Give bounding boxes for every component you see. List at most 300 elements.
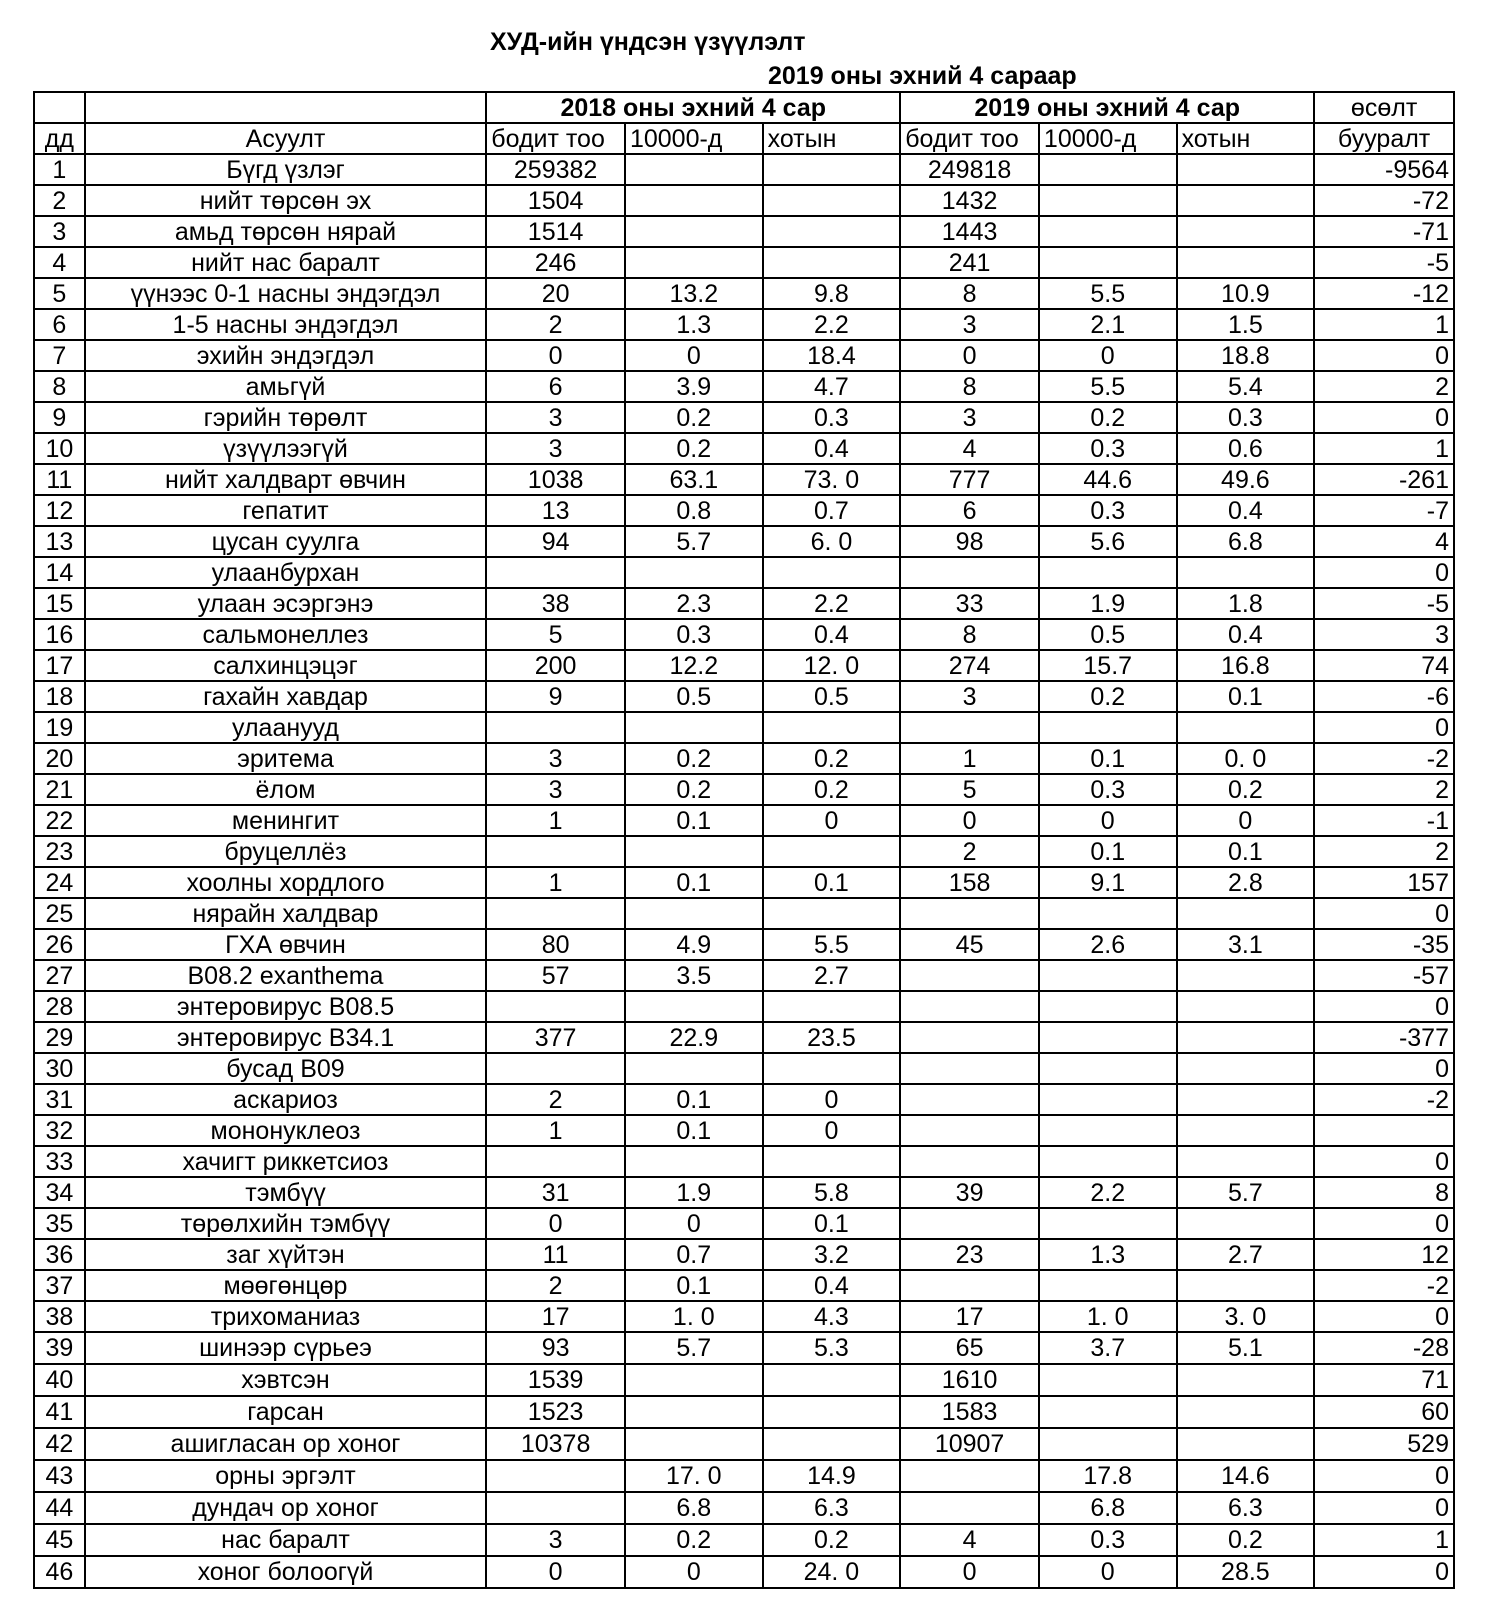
cell-change: 0	[1314, 1208, 1454, 1239]
cell-question: мононуклеоз	[85, 1115, 487, 1146]
cell-per10000-2019	[1039, 1364, 1177, 1396]
cell-city-2019: 14.6	[1177, 1460, 1315, 1492]
cell-per10000-2018: 3.5	[625, 960, 763, 991]
cell-city-2019	[1177, 154, 1315, 185]
cell-change: 0	[1314, 1053, 1454, 1084]
cell-change: -261	[1314, 464, 1454, 495]
cell-city-2018: 0	[763, 1084, 901, 1115]
cell-change: -35	[1314, 929, 1454, 960]
cell-per10000-2019: 1. 0	[1039, 1301, 1177, 1332]
cell-city-2019	[1177, 1208, 1315, 1239]
cell-row-number: 26	[34, 929, 85, 960]
cell-city-2019	[1177, 1115, 1315, 1146]
cell-actual-2018: 0	[486, 1208, 625, 1239]
table-row	[34, 743, 1454, 774]
cell-row-number: 21	[34, 774, 85, 805]
table-row	[34, 867, 1454, 898]
table-row	[34, 1524, 1454, 1556]
cell-row-number: 33	[34, 1146, 85, 1177]
cell-city-2019	[1177, 1053, 1315, 1084]
cell-per10000-2019: 5.5	[1039, 278, 1177, 309]
cell-actual-2019	[900, 1270, 1039, 1301]
cell-per10000-2018: 0.1	[625, 805, 763, 836]
cell-change: 4	[1314, 526, 1454, 557]
cell-question: хоолны хордлого	[85, 867, 487, 898]
cell-row-number: 11	[34, 464, 85, 495]
cell-question: эритема	[85, 743, 487, 774]
cell-change: 0	[1314, 1460, 1454, 1492]
cell-actual-2019: 1583	[900, 1396, 1039, 1428]
cell-change: 60	[1314, 1396, 1454, 1428]
cell-question: үүнээс 0-1 насны эндэгдэл	[85, 278, 487, 309]
cell-per10000-2019	[1039, 1115, 1177, 1146]
cell-actual-2019: 65	[900, 1332, 1039, 1364]
cell-question: нийт халдварт өвчин	[85, 464, 487, 495]
cell-actual-2019: 10907	[900, 1428, 1039, 1460]
cell-per10000-2019: 1.9	[1039, 588, 1177, 619]
cell-actual-2018: 17	[486, 1301, 625, 1332]
cell-change: -2	[1314, 1084, 1454, 1115]
cell-city-2019	[1177, 247, 1315, 278]
cell-question: бусад B09	[85, 1053, 487, 1084]
cell-actual-2018: 246	[486, 247, 625, 278]
cell-change: 157	[1314, 867, 1454, 898]
cell-actual-2018: 2	[486, 309, 625, 340]
cell-question: салхинцэцэг	[85, 650, 487, 681]
cell-city-2019	[1177, 712, 1315, 743]
cell-city-2019: 0	[1177, 805, 1315, 836]
cell-row-number: 1	[34, 154, 85, 185]
table-row	[34, 557, 1454, 588]
cell-city-2018	[763, 712, 901, 743]
cell-row-number: 8	[34, 371, 85, 402]
cell-city-2019: 0.2	[1177, 1524, 1315, 1556]
cell-actual-2018: 20	[486, 278, 625, 309]
cell-city-2019	[1177, 185, 1315, 216]
cell-row-number: 43	[34, 1460, 85, 1492]
cell-change: -12	[1314, 278, 1454, 309]
cell-question: гахайн хавдар	[85, 681, 487, 712]
cell-actual-2019: 0	[900, 1556, 1039, 1588]
cell-question: шинээр сүрьеэ	[85, 1332, 487, 1364]
cell-row-number: 14	[34, 557, 85, 588]
cell-per10000-2018: 1.3	[625, 309, 763, 340]
cell-city-2018: 2.2	[763, 309, 901, 340]
cell-per10000-2018: 0.1	[625, 1115, 763, 1146]
cell-actual-2018: 1504	[486, 185, 625, 216]
cell-row-number: 35	[34, 1208, 85, 1239]
cell-actual-2018: 1	[486, 867, 625, 898]
cell-change: 0	[1314, 402, 1454, 433]
header-dd-top	[34, 92, 85, 123]
cell-city-2019: 18.8	[1177, 340, 1315, 371]
cell-per10000-2018: 4.9	[625, 929, 763, 960]
cell-change: -72	[1314, 185, 1454, 216]
cell-city-2018: 4.3	[763, 1301, 901, 1332]
cell-per10000-2018: 0.3	[625, 619, 763, 650]
cell-actual-2018	[486, 836, 625, 867]
cell-question: амьгүй	[85, 371, 487, 402]
header-2018-actual: бодит тоо	[486, 123, 625, 154]
table-row	[34, 309, 1454, 340]
table-row	[34, 1301, 1454, 1332]
cell-change: 0	[1314, 340, 1454, 371]
cell-per10000-2018	[625, 1364, 763, 1396]
cell-actual-2018: 3	[486, 1524, 625, 1556]
cell-per10000-2019	[1039, 1084, 1177, 1115]
cell-actual-2018: 3	[486, 433, 625, 464]
cell-per10000-2019: 0	[1039, 340, 1177, 371]
cell-per10000-2018: 0.2	[625, 774, 763, 805]
cell-actual-2018: 3	[486, 402, 625, 433]
cell-change: 0	[1314, 1556, 1454, 1588]
cell-change: -5	[1314, 247, 1454, 278]
cell-row-number: 32	[34, 1115, 85, 1146]
cell-city-2019	[1177, 1364, 1315, 1396]
cell-per10000-2019	[1039, 991, 1177, 1022]
cell-actual-2018	[486, 1460, 625, 1492]
cell-actual-2019: 98	[900, 526, 1039, 557]
cell-city-2018	[763, 1364, 901, 1396]
cell-city-2018: 0.2	[763, 743, 901, 774]
cell-question: гарсан	[85, 1396, 487, 1428]
cell-city-2019	[1177, 898, 1315, 929]
cell-per10000-2018	[625, 991, 763, 1022]
cell-actual-2018	[486, 898, 625, 929]
cell-actual-2019	[900, 1208, 1039, 1239]
cell-city-2019	[1177, 1396, 1315, 1428]
cell-actual-2019: 4	[900, 433, 1039, 464]
cell-per10000-2018: 22.9	[625, 1022, 763, 1053]
cell-actual-2018: 11	[486, 1239, 625, 1270]
cell-actual-2019	[900, 1115, 1039, 1146]
cell-per10000-2019	[1039, 247, 1177, 278]
cell-actual-2019: 17	[900, 1301, 1039, 1332]
header-group-2018: 2018 оны эхний 4 сар	[486, 92, 900, 123]
cell-per10000-2019	[1039, 1396, 1177, 1428]
table-row	[34, 1022, 1454, 1053]
table-row	[34, 836, 1454, 867]
cell-city-2019: 0. 0	[1177, 743, 1315, 774]
cell-city-2018: 0.4	[763, 433, 901, 464]
table-row	[34, 216, 1454, 247]
cell-city-2018	[763, 247, 901, 278]
cell-actual-2018: 1514	[486, 216, 625, 247]
cell-actual-2018: 80	[486, 929, 625, 960]
indicators-table	[33, 91, 1455, 1589]
cell-per10000-2019: 15.7	[1039, 650, 1177, 681]
cell-question: бруцеллёз	[85, 836, 487, 867]
cell-city-2019: 0.1	[1177, 681, 1315, 712]
cell-per10000-2018	[625, 1053, 763, 1084]
table-row	[34, 154, 1454, 185]
cell-question: нийт нас баралт	[85, 247, 487, 278]
header-2018-per10000: 10000-д	[625, 123, 763, 154]
cell-actual-2018: 1	[486, 805, 625, 836]
cell-actual-2018: 200	[486, 650, 625, 681]
cell-per10000-2018: 2.3	[625, 588, 763, 619]
cell-per10000-2019	[1039, 557, 1177, 588]
cell-row-number: 2	[34, 185, 85, 216]
cell-question: хэвтсэн	[85, 1364, 487, 1396]
cell-row-number: 42	[34, 1428, 85, 1460]
cell-actual-2019: 1443	[900, 216, 1039, 247]
cell-per10000-2018	[625, 1428, 763, 1460]
cell-row-number: 28	[34, 991, 85, 1022]
cell-per10000-2018	[625, 216, 763, 247]
cell-row-number: 9	[34, 402, 85, 433]
table-row	[34, 464, 1454, 495]
cell-per10000-2018: 0.5	[625, 681, 763, 712]
cell-per10000-2019: 0	[1039, 1556, 1177, 1588]
cell-per10000-2018: 5.7	[625, 526, 763, 557]
cell-city-2018: 4.7	[763, 371, 901, 402]
cell-actual-2018: 2	[486, 1084, 625, 1115]
cell-per10000-2019: 2.1	[1039, 309, 1177, 340]
cell-per10000-2019: 0.3	[1039, 495, 1177, 526]
cell-change: -5	[1314, 588, 1454, 619]
cell-actual-2018: 93	[486, 1332, 625, 1364]
cell-actual-2019: 0	[900, 805, 1039, 836]
cell-city-2019: 1.5	[1177, 309, 1315, 340]
cell-per10000-2019: 0.2	[1039, 402, 1177, 433]
cell-per10000-2018	[625, 154, 763, 185]
table-body	[34, 154, 1454, 1588]
table-row	[34, 1556, 1454, 1588]
cell-change: 0	[1314, 991, 1454, 1022]
cell-per10000-2019: 9.1	[1039, 867, 1177, 898]
cell-actual-2018: 13	[486, 495, 625, 526]
cell-actual-2018: 10378	[486, 1428, 625, 1460]
cell-city-2018: 18.4	[763, 340, 901, 371]
cell-city-2018: 0.1	[763, 1208, 901, 1239]
cell-question: үзүүлээгүй	[85, 433, 487, 464]
cell-per10000-2019	[1039, 154, 1177, 185]
header-group-2019: 2019 оны эхний 4 сар	[900, 92, 1314, 123]
cell-per10000-2018: 6.8	[625, 1492, 763, 1524]
cell-city-2018: 0.4	[763, 1270, 901, 1301]
header-2018-city: хотын	[763, 123, 901, 154]
cell-city-2018: 0.4	[763, 619, 901, 650]
cell-per10000-2018: 1.9	[625, 1177, 763, 1208]
cell-actual-2019: 5	[900, 774, 1039, 805]
cell-per10000-2018: 0.2	[625, 743, 763, 774]
table-row	[34, 1396, 1454, 1428]
cell-city-2018: 0.2	[763, 774, 901, 805]
cell-per10000-2018	[625, 247, 763, 278]
cell-change: 0	[1314, 898, 1454, 929]
cell-per10000-2019	[1039, 712, 1177, 743]
cell-actual-2019	[900, 1492, 1039, 1524]
cell-actual-2019: 8	[900, 278, 1039, 309]
cell-actual-2019: 33	[900, 588, 1039, 619]
cell-per10000-2018: 0.8	[625, 495, 763, 526]
cell-per10000-2019	[1039, 1428, 1177, 1460]
cell-change: 12	[1314, 1239, 1454, 1270]
cell-row-number: 25	[34, 898, 85, 929]
cell-actual-2018: 2	[486, 1270, 625, 1301]
cell-question: Бүгд үзлэг	[85, 154, 487, 185]
header-2019-city: хотын	[1177, 123, 1315, 154]
table-row	[34, 340, 1454, 371]
cell-actual-2018: 377	[486, 1022, 625, 1053]
cell-per10000-2019: 3.7	[1039, 1332, 1177, 1364]
cell-change: -9564	[1314, 154, 1454, 185]
cell-actual-2018: 38	[486, 588, 625, 619]
cell-question: ГХА өвчин	[85, 929, 487, 960]
cell-change: -28	[1314, 1332, 1454, 1364]
cell-city-2018: 0	[763, 1115, 901, 1146]
cell-change: 0	[1314, 712, 1454, 743]
cell-per10000-2019: 1.3	[1039, 1239, 1177, 1270]
cell-actual-2019	[900, 1084, 1039, 1115]
cell-city-2018: 73. 0	[763, 464, 901, 495]
cell-per10000-2018: 0.2	[625, 402, 763, 433]
cell-actual-2019: 1432	[900, 185, 1039, 216]
cell-per10000-2018: 1. 0	[625, 1301, 763, 1332]
cell-per10000-2018	[625, 557, 763, 588]
cell-actual-2019: 274	[900, 650, 1039, 681]
table-row	[34, 929, 1454, 960]
cell-actual-2018	[486, 991, 625, 1022]
cell-city-2019: 0.1	[1177, 836, 1315, 867]
cell-actual-2018: 1	[486, 1115, 625, 1146]
cell-per10000-2018	[625, 836, 763, 867]
cell-actual-2019	[900, 1053, 1039, 1084]
cell-actual-2018	[486, 1146, 625, 1177]
cell-row-number: 20	[34, 743, 85, 774]
cell-city-2019: 0.4	[1177, 495, 1315, 526]
cell-per10000-2018: 0.1	[625, 867, 763, 898]
table-row	[34, 991, 1454, 1022]
cell-row-number: 4	[34, 247, 85, 278]
cell-city-2018: 2.2	[763, 588, 901, 619]
cell-city-2019	[1177, 1022, 1315, 1053]
cell-actual-2018	[486, 557, 625, 588]
cell-city-2019: 16.8	[1177, 650, 1315, 681]
cell-per10000-2019: 44.6	[1039, 464, 1177, 495]
table-row	[34, 1332, 1454, 1364]
cell-actual-2018: 1539	[486, 1364, 625, 1396]
table-row	[34, 1146, 1454, 1177]
cell-actual-2019: 4	[900, 1524, 1039, 1556]
cell-city-2019: 6.8	[1177, 526, 1315, 557]
table-row	[34, 1364, 1454, 1396]
cell-city-2018: 0.1	[763, 867, 901, 898]
cell-city-2019	[1177, 1084, 1315, 1115]
cell-city-2018: 24. 0	[763, 1556, 901, 1588]
cell-city-2019	[1177, 1146, 1315, 1177]
cell-change: -71	[1314, 216, 1454, 247]
cell-question: гэрийн төрөлт	[85, 402, 487, 433]
cell-question: хоног болоогүй	[85, 1556, 487, 1588]
table-row	[34, 1084, 1454, 1115]
header-change-bottom: бууралт	[1314, 123, 1454, 154]
cell-city-2019: 10.9	[1177, 278, 1315, 309]
cell-city-2019	[1177, 1428, 1315, 1460]
cell-change: 3	[1314, 619, 1454, 650]
table-row	[34, 1492, 1454, 1524]
cell-change: 8	[1314, 1177, 1454, 1208]
cell-actual-2019: 23	[900, 1239, 1039, 1270]
cell-question: нас баралт	[85, 1524, 487, 1556]
cell-row-number: 41	[34, 1396, 85, 1428]
cell-question: цусан суулга	[85, 526, 487, 557]
cell-city-2019: 0.2	[1177, 774, 1315, 805]
cell-question: эхийн эндэгдэл	[85, 340, 487, 371]
cell-question: ашигласан ор хоног	[85, 1428, 487, 1460]
cell-city-2018: 6.3	[763, 1492, 901, 1524]
cell-actual-2019	[900, 712, 1039, 743]
cell-row-number: 7	[34, 340, 85, 371]
cell-actual-2018: 94	[486, 526, 625, 557]
cell-actual-2019: 777	[900, 464, 1039, 495]
cell-city-2018	[763, 898, 901, 929]
table-row	[34, 402, 1454, 433]
table-row	[34, 650, 1454, 681]
cell-city-2018: 2.7	[763, 960, 901, 991]
table-row	[34, 1239, 1454, 1270]
cell-per10000-2018: 0.7	[625, 1239, 763, 1270]
header-question: Асуулт	[85, 123, 487, 154]
cell-row-number: 46	[34, 1556, 85, 1588]
cell-city-2018	[763, 991, 901, 1022]
cell-row-number: 16	[34, 619, 85, 650]
cell-city-2019: 0.6	[1177, 433, 1315, 464]
cell-question: орны эргэлт	[85, 1460, 487, 1492]
cell-per10000-2019	[1039, 1053, 1177, 1084]
table-row	[34, 588, 1454, 619]
cell-actual-2018	[486, 712, 625, 743]
cell-per10000-2018	[625, 185, 763, 216]
cell-change: 2	[1314, 371, 1454, 402]
cell-per10000-2019	[1039, 1146, 1177, 1177]
table-row	[34, 960, 1454, 991]
cell-question: заг хүйтэн	[85, 1239, 487, 1270]
cell-city-2019	[1177, 1270, 1315, 1301]
cell-per10000-2019	[1039, 1270, 1177, 1301]
cell-question: аскариоз	[85, 1084, 487, 1115]
cell-actual-2018: 5	[486, 619, 625, 650]
cell-city-2018	[763, 1053, 901, 1084]
cell-city-2018: 14.9	[763, 1460, 901, 1492]
cell-per10000-2019	[1039, 216, 1177, 247]
cell-city-2018	[763, 216, 901, 247]
cell-city-2019	[1177, 960, 1315, 991]
cell-change: 2	[1314, 836, 1454, 867]
cell-actual-2019: 8	[900, 371, 1039, 402]
cell-per10000-2019: 0.5	[1039, 619, 1177, 650]
cell-row-number: 18	[34, 681, 85, 712]
cell-row-number: 44	[34, 1492, 85, 1524]
cell-row-number: 15	[34, 588, 85, 619]
cell-per10000-2018	[625, 712, 763, 743]
cell-question: трихоманиаз	[85, 1301, 487, 1332]
cell-question: улаанбурхан	[85, 557, 487, 588]
cell-change: 0	[1314, 1146, 1454, 1177]
table-row	[34, 371, 1454, 402]
cell-city-2018	[763, 557, 901, 588]
table-row	[34, 805, 1454, 836]
cell-per10000-2018: 5.7	[625, 1332, 763, 1364]
cell-per10000-2019: 5.5	[1039, 371, 1177, 402]
header-change-top: өсөлт	[1314, 92, 1454, 123]
table-row	[34, 681, 1454, 712]
table-row	[34, 774, 1454, 805]
cell-actual-2018: 0	[486, 340, 625, 371]
cell-city-2018: 9.8	[763, 278, 901, 309]
cell-row-number: 17	[34, 650, 85, 681]
